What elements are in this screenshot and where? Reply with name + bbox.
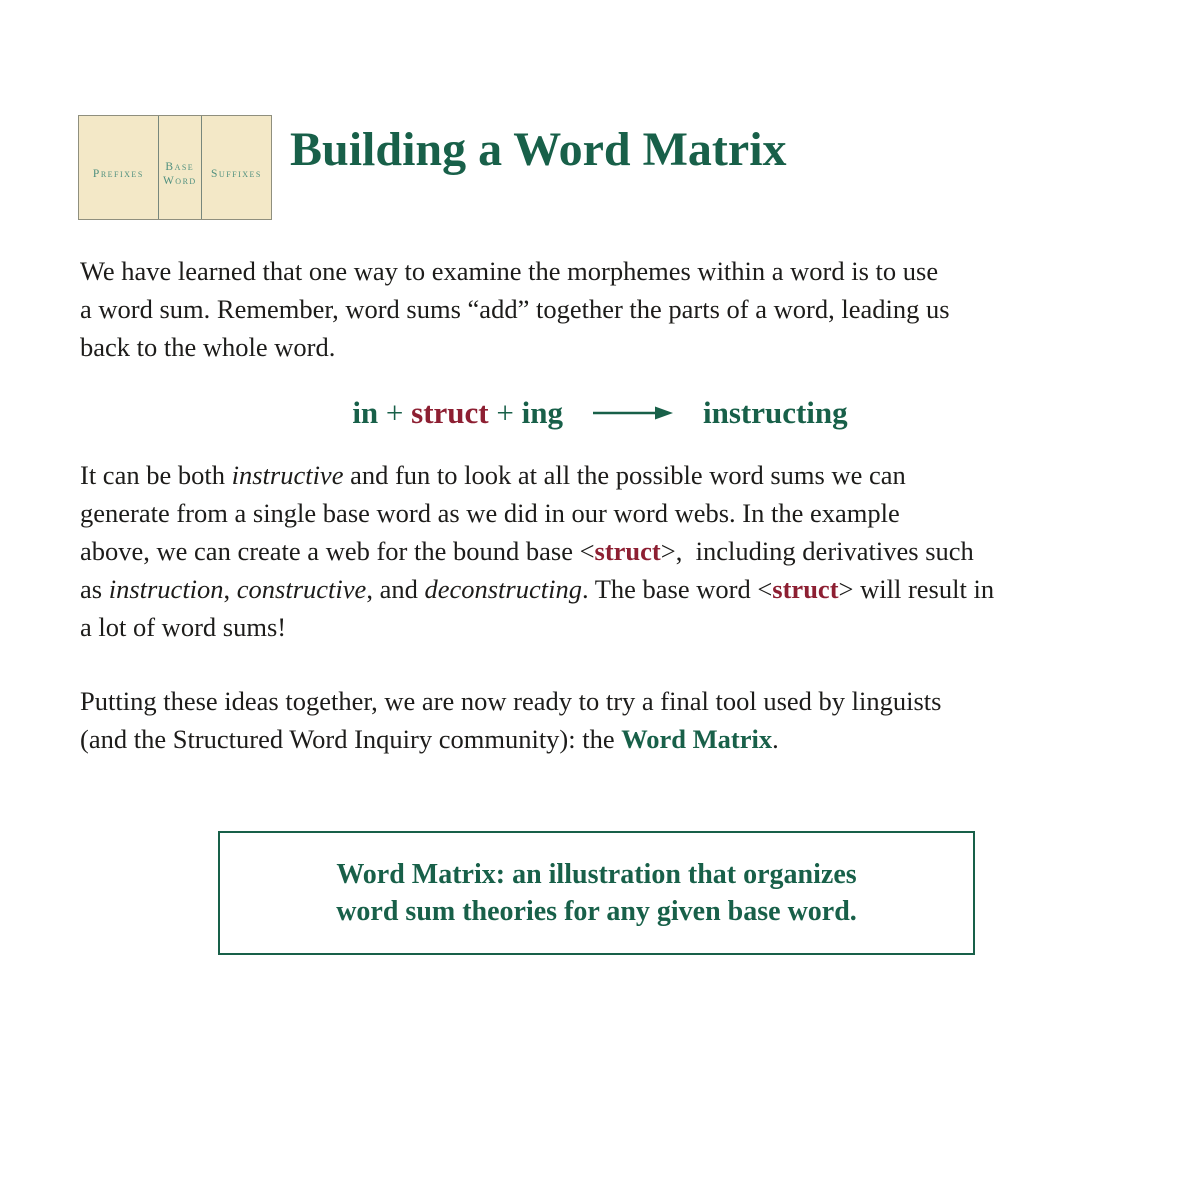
- text-segment: ,: [223, 574, 237, 604]
- text-segment: It can be both: [80, 460, 232, 490]
- paragraph-line: [80, 570, 994, 608]
- paragraph-line: [80, 290, 950, 328]
- text-segment: >, including derivatives such: [660, 536, 974, 566]
- text-segment: We have learned that one way to examine the morphemes within a word is to use: [80, 256, 939, 286]
- body-paragraph: [80, 456, 994, 646]
- text-segment: , and: [366, 574, 425, 604]
- paragraph-line: [80, 532, 994, 570]
- right-arrow-icon: [593, 405, 673, 421]
- text-segment: (and the Structured Word Inquiry community): the: [80, 724, 622, 754]
- text-segment: +: [378, 395, 412, 430]
- base-word-label: Base Word: [162, 160, 197, 187]
- page-title: Building a Word Matrix: [290, 123, 787, 176]
- word-sum-parts: [352, 392, 563, 434]
- definition-line-1: Word Matrix: an illustration that organizes: [336, 859, 857, 890]
- prefixes-label: Prefixes: [92, 167, 144, 180]
- paragraph-line: [80, 494, 994, 532]
- paragraph-line: [80, 252, 950, 290]
- base-word-cell: [158, 116, 201, 219]
- intro-paragraph: [80, 252, 950, 366]
- text-segment: Word Matrix: [621, 724, 773, 754]
- definition-box: [218, 831, 975, 955]
- text-segment: .: [772, 724, 779, 754]
- text-segment: instruction: [108, 574, 224, 604]
- paragraph-line: [80, 720, 941, 758]
- text-segment: above, we can create a web for the bound base <: [80, 536, 595, 566]
- text-segment: a lot of word sums!: [80, 612, 287, 642]
- text-segment: struct: [594, 536, 661, 566]
- suffixes-label: Suffixes: [211, 167, 262, 180]
- text-segment: a word sum. Remember, word sums “add” together the parts of a word, leading us: [80, 294, 950, 324]
- text-segment: and fun to look at all the possible word sums we can: [343, 460, 906, 490]
- text-segment: back to the whole word.: [80, 332, 336, 362]
- text-segment: in: [352, 395, 379, 430]
- word-sum-equation: [0, 392, 1200, 434]
- text-segment: generate from a single base word as we did in our word webs. In the example: [80, 498, 900, 528]
- text-segment: +: [488, 395, 522, 430]
- text-segment: ing: [521, 395, 563, 430]
- paragraph-line: [80, 456, 994, 494]
- paragraph-line: [80, 682, 941, 720]
- text-segment: . The base word <: [581, 574, 773, 604]
- closing-paragraph: [80, 682, 941, 758]
- text-segment: Putting these ideas together, we are now ready to try a final tool used by linguists: [80, 686, 942, 716]
- text-segment: > will result in: [838, 574, 995, 604]
- word-matrix-diagram: [78, 115, 272, 220]
- suffixes-cell: [201, 116, 271, 219]
- text-segment: struct: [772, 574, 839, 604]
- text-segment: constructive: [236, 574, 367, 604]
- text-segment: deconstructing: [424, 574, 582, 604]
- text-segment: instructive: [231, 460, 344, 490]
- paragraph-line: [80, 608, 994, 646]
- text-segment: struct: [411, 395, 489, 430]
- text-segment: as: [80, 574, 109, 604]
- word-sum-result: instructing: [702, 395, 848, 430]
- prefixes-cell: [79, 116, 158, 219]
- definition-line-2: word sum theories for any given base word.: [336, 896, 857, 927]
- paragraph-line: [80, 328, 950, 366]
